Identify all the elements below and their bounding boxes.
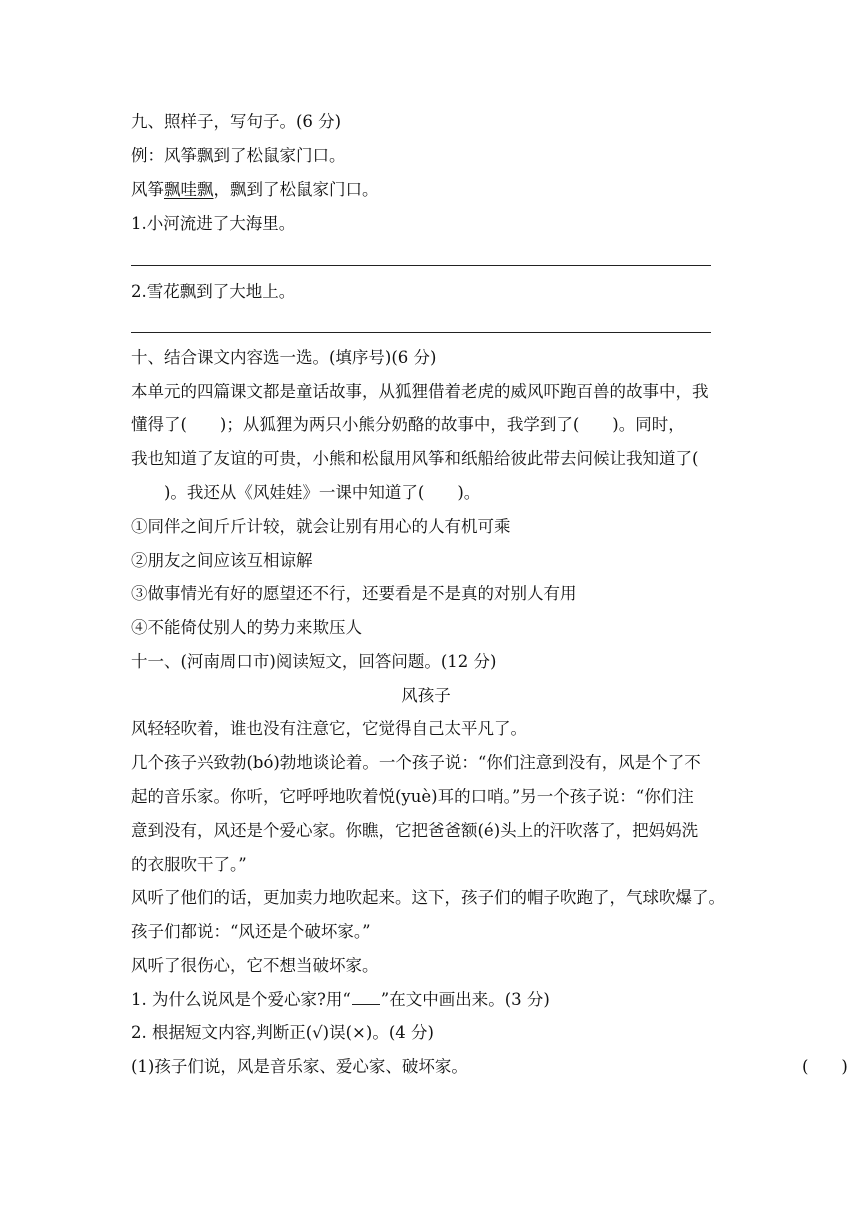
section10-paragraph-line-2: 懂得了( )；从狐狸为两只小熊分奶酪的故事中，我学到了( )。同时，	[131, 415, 685, 434]
story-paragraph-2-line-2: 起的音乐家。你听，它呼呼地吹着悦(yuè)耳的口哨。”另一个孩子说：“你们注	[131, 787, 694, 806]
section10-paragraph-line-1: 本单元的四篇课文都是童话故事，从狐狸借着老虎的威风吓跑百兽的故事中，我	[131, 382, 709, 401]
story-paragraph-2-line-3: 意到没有，风还是个爱心家。你瞧，它把爸爸额(é)头上的汗吹落了，把妈妈洗	[131, 821, 699, 840]
story-paragraph-3-line-1: 风听了他们的话，更加卖力地吹起来。这下，孩子们的帽子吹跑了，气球吹爆了。	[131, 888, 725, 907]
underline-symbol	[352, 990, 380, 1005]
story-paragraph-2-line-1: 几个孩子兴致勃(bó)勃地谈论着。一个孩子说：“你们注意到没有，风是个了不	[131, 753, 701, 772]
example-answer-underlined: 飘哇飘	[164, 180, 214, 199]
section11-question-1	[131, 988, 743, 1012]
section9-title: 九、照样子，写句子。(6 分)	[131, 112, 342, 131]
story-paragraph-3-line-2: 孩子们都说：“风还是个破坏家。”	[131, 922, 371, 941]
section9-question-1: 1.小河流进了大海里。	[131, 214, 296, 233]
section10-title: 十、结合课文内容选一选。(填序号)(6 分)	[131, 348, 437, 367]
section10-option-3: ③做事情光有好的愿望还不行，还要看是不是真的对别人有用	[131, 584, 577, 603]
answer-line-1[interactable]	[131, 265, 711, 266]
example-answer-end: ，飘到了松鼠家门口。	[213, 180, 379, 199]
section10-option-4: ④不能倚仗别人的势力来欺压人	[131, 618, 362, 637]
question-1-start: 1. 为什么说风是个爱心家?用“	[131, 990, 351, 1009]
section10-option-2: ②朋友之间应该互相谅解	[131, 551, 313, 570]
section11-question-2: 2. 根据短文内容,判断正(√)误(×)。(4 分)	[131, 1023, 434, 1042]
section11-question-2-item-1: (1)孩子们说，风是音乐家、爱心家、破坏家。	[131, 1057, 468, 1076]
story-paragraph-1: 风轻轻吹着，谁也没有注意它，它觉得自己太平凡了。	[131, 719, 527, 738]
section10-option-1: ①同伴之间斤斤计较，就会让别有用心的人有机可乘	[131, 517, 511, 536]
section9-example-answer	[131, 178, 743, 202]
answer-line-2[interactable]	[131, 332, 711, 333]
example-answer-start: 风筝	[131, 180, 164, 199]
story-paragraph-2-line-4: 的衣服吹干了。”	[131, 855, 247, 874]
section11-title: 十一、(河南周口市)阅读短文，回答问题。(12 分)	[131, 652, 497, 671]
section9-example: 例：风筝飘到了松鼠家门口。	[131, 146, 346, 165]
question-1-end: ”在文中画出来。(3 分)	[380, 990, 550, 1009]
section10-paragraph-line-3: 我也知道了友谊的可贵，小熊和松鼠用风筝和纸船给彼此带去问候让我知道了(	[131, 449, 699, 468]
answer-bracket[interactable]: ( )	[802, 1057, 848, 1076]
story-paragraph-4: 风听了很伤心，它不想当破坏家。	[131, 956, 379, 975]
section10-paragraph-line-4: )。我还从《风娃娃》一课中知道了( )。	[131, 483, 481, 502]
section9-question-2: 2.雪花飘到了大地上。	[131, 282, 296, 301]
story-title: 风孩子	[401, 686, 451, 705]
